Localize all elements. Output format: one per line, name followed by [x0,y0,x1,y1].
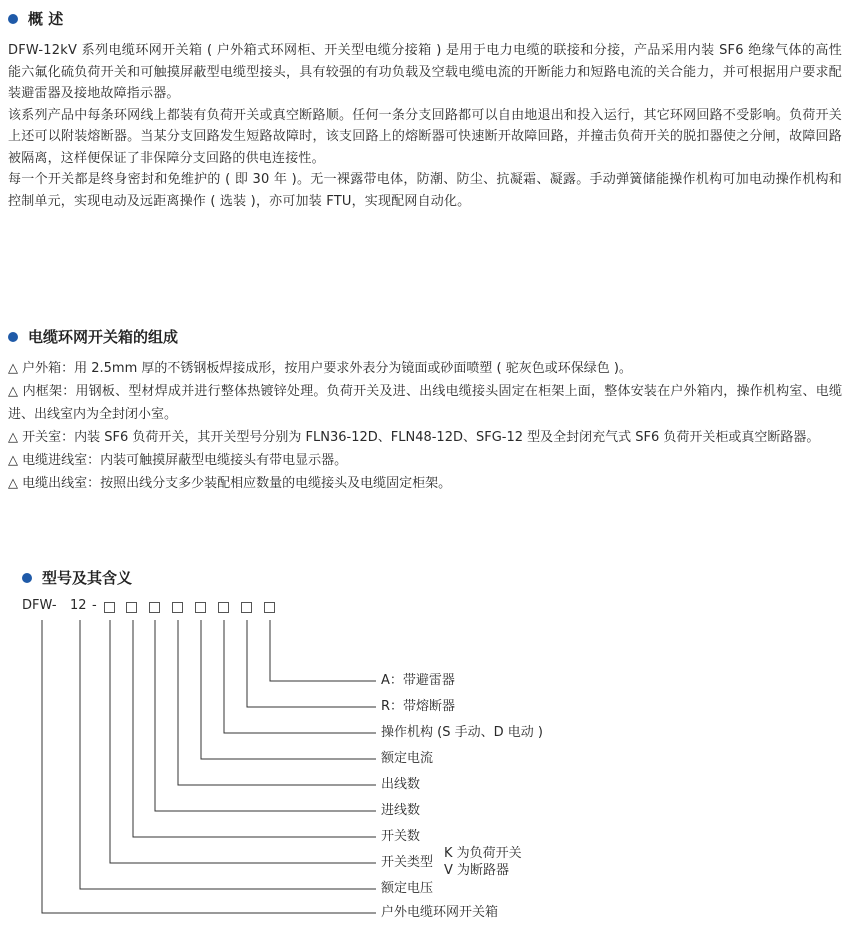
list-item: △ 内框架：用钢板、型材焊成并进行整体热镀锌处理。负荷开关及进、出线电缆接头固定在柜架上面，整体安装在户外箱内，操作机构室、电缆进、出线室内为全封闭小室。 [8,384,842,422]
paragraph: 该系列产品中每条环网线上都装有负荷开关或真空断路顺。任何一条分支回路都可以自由地退出和投入运行，其它环网回路不受影响。负荷开关上还可以附装熔断器。当某分支回路发生短路故障时，该支回路上的熔断器可快速断开故障回路，并撞击负荷开关的脱扣器使之分闸，故障回路被隔离，这样便保证了非保障分支回路的供电连接性。 [8,107,842,166]
leader-line [201,620,376,759]
model-label: 进线数 [381,803,421,818]
code-voltage: 12 [70,598,87,613]
model-label: 开关类型 [381,855,434,870]
list-item: △ 开关室：内装 SF6 负荷开关，其开关型号分别为 FLN36-12D、FLN48-12D、SFG-12 型及全封闭充气式 SF6 负荷开关柜或真空断路器。 [8,430,820,445]
leader-line [247,620,376,707]
model-label: 出线数 [381,777,421,792]
list-item: △ 电缆进线室：内装可触摸屏蔽型电缆接头有带电显示器。 [8,453,348,468]
list-item: △ 户外箱：用 2.5mm 厚的不锈钢板焊接成形，按用户要求外表分为镜面或砂面喷塑 ( 驼灰色或环保绿色 )。 [8,361,632,376]
switch-type-option: V 为断路器 [444,863,510,878]
model-label: R：带熔断器 [381,699,456,714]
paragraph: DFW-12kV 系列电缆环网开关箱 ( 户外箱式环网柜、开关型电缆分接箱 ) 是用于电力电缆的联接和分接，产品采用内装 SF6 绝缘气体的高性能六氟化硫负荷开关和可触摸屏蔽型电缆型接头，具有较强的有功负载及空载电缆电流的开断能力和短路电流的关合能力，并可根据用户要求配装避雷器及接地故障指示器。 [8,43,842,101]
model-label: 开关数 [381,829,421,844]
leader-line [178,620,376,785]
leader-line [110,620,376,863]
switch-type-option: K 为负荷开关 [444,846,522,861]
leader-line [80,620,376,889]
model-label: 额定电压 [381,881,434,896]
code-dash: - [92,598,97,613]
leader-line [42,620,376,913]
leader-line [133,620,376,837]
model-label: 操作机构 (S 手动、D 电动 ) [381,725,543,740]
section-title: 型号及其含义 [42,569,133,587]
model-label: 额定电流 [381,751,434,766]
paragraph: 每一个开关都是终身密封和免维护的 ( 即 30 年 )。无一裸露带电体，防潮、防尘、抗凝霜、凝露。手动弹簧储能操作机构可加电动操作机构和控制单元，实现电动及远距离操作 ( 选装 )，亦可加装 FTU，实现配网自动化。 [8,172,842,209]
model-label: 户外电缆环网开关箱 [381,905,499,920]
model-label: A：带避雷器 [381,673,455,688]
list-item: △ 电缆出线室：按照出线分支多少装配相应数量的电缆接头及电缆固定柜架。 [8,476,452,491]
leader-line [155,620,376,811]
section-title: 概 述 [28,10,64,28]
leader-line [270,620,376,681]
section-title: 电缆环网开关箱的组成 [28,328,179,346]
code-prefix: DFW- [22,598,57,613]
